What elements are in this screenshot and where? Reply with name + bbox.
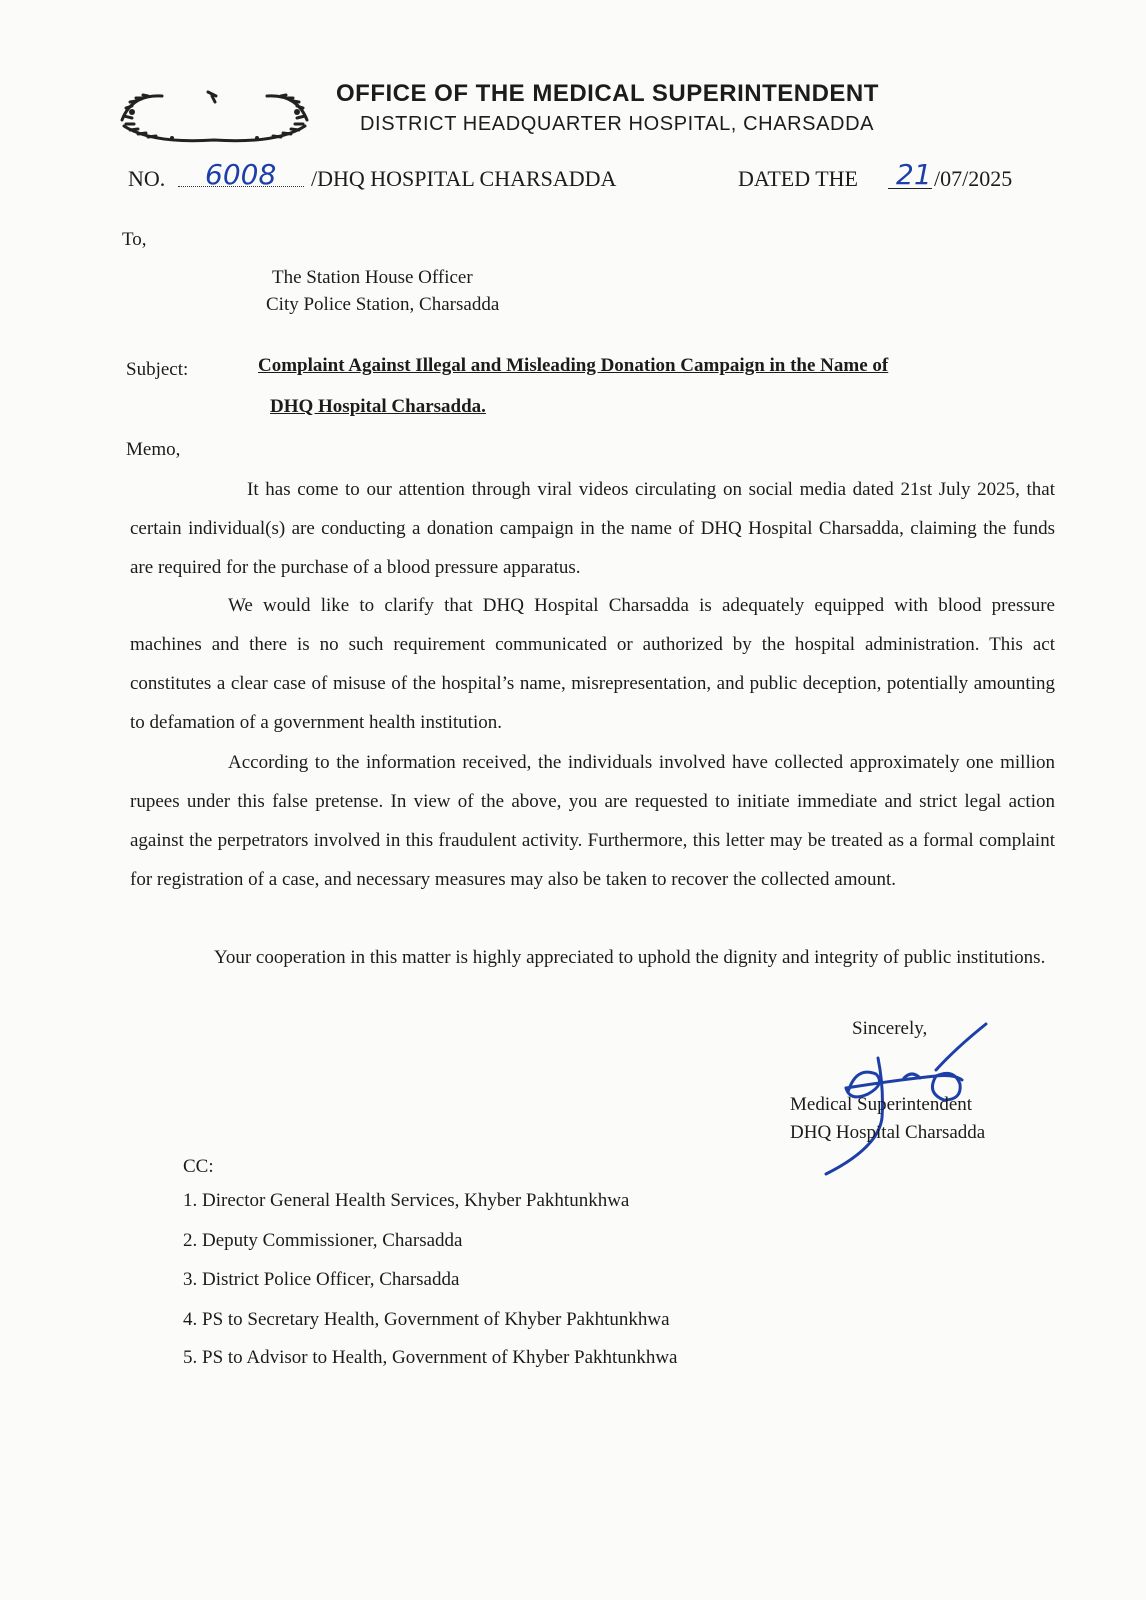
cc-item-4: 4. PS to Secretary Health, Government of Khyber Pakhtunkhwa xyxy=(183,1309,670,1330)
cc-item-2: 2. Deputy Commissioner, Charsadda xyxy=(183,1230,463,1251)
cc-label: CC: xyxy=(183,1156,214,1177)
body-paragraph-3: According to the information received, the individuals involved have collected approximately one million rupees under this false pretense. In view of the above, you are requested to initiate immediate and strict legal action against the perpetrators involved in this fraudulent activity. Furthermore, this letter may be treated as a formal complaint for registration of a case, and necessary measures may also be taken to recover the collected amount. xyxy=(130,752,1055,890)
cc-item-5: 5. PS to Advisor to Health, Government of Khyber Pakhtunkhwa xyxy=(183,1347,678,1368)
cc-item-1: 1. Director General Health Services, Khyber Pakhtunkhwa xyxy=(183,1190,630,1211)
date-month-year: /07/2025 xyxy=(934,166,1013,191)
subject-line-2: DHQ Hospital Charsadda. xyxy=(270,396,486,417)
dated-label: DATED THE xyxy=(738,166,858,191)
subject-line-1: Complaint Against Illegal and Misleading Donation Campaign in the Name of xyxy=(258,355,889,376)
ref-no-label: NO. xyxy=(128,166,166,191)
wreath-emblem-icon xyxy=(112,86,317,156)
to-label: To, xyxy=(122,229,147,250)
hospital-subtitle: DISTRICT HEADQUARTER HOSPITAL, CHARSADDA xyxy=(360,113,875,135)
ref-number-handwritten: 6008 xyxy=(205,158,277,191)
subject-label: Subject: xyxy=(126,359,189,380)
date-day-handwritten: 21 xyxy=(896,158,932,191)
closing-sincerely: Sincerely, xyxy=(852,1018,928,1039)
cc-item-3: 3. District Police Officer, Charsadda xyxy=(183,1269,460,1290)
body-paragraph-2: We would like to clarify that DHQ Hospital Charsadda is adequately equipped with blood pressure machines and there is no such requirement communicated or authorized by the hospital administration. This act constitutes a clear case of misuse of the hospital’s name, misrepresentation, and public deception, potentially amounting to defamation of a government health institution. xyxy=(130,595,1055,733)
body-paragraph-1: It has come to our attention through viral videos circulating on social media dated 21st July 2025, that certain individual(s) are conducting a donation campaign in the name of DHQ Hospital Charsadda, claiming the funds are required for the purchase of a blood pressure apparatus. xyxy=(130,479,1055,578)
body-paragraph-4: Your cooperation in this matter is highly appreciated to uphold the dignity and integrity of public institutions. xyxy=(214,947,1046,968)
closing-office: DHQ Hospital Charsadda xyxy=(790,1122,986,1143)
recipient-line-1: The Station House Officer xyxy=(272,267,473,288)
office-title: OFFICE OF THE MEDICAL SUPERINTENDENT xyxy=(336,80,879,107)
closing-designation: Medical Superintendent xyxy=(790,1094,973,1115)
recipient-line-2: City Police Station, Charsadda xyxy=(266,294,500,315)
ref-number-suffix: /DHQ HOSPITAL CHARSADDA xyxy=(311,166,617,191)
memo-label: Memo, xyxy=(126,439,181,460)
